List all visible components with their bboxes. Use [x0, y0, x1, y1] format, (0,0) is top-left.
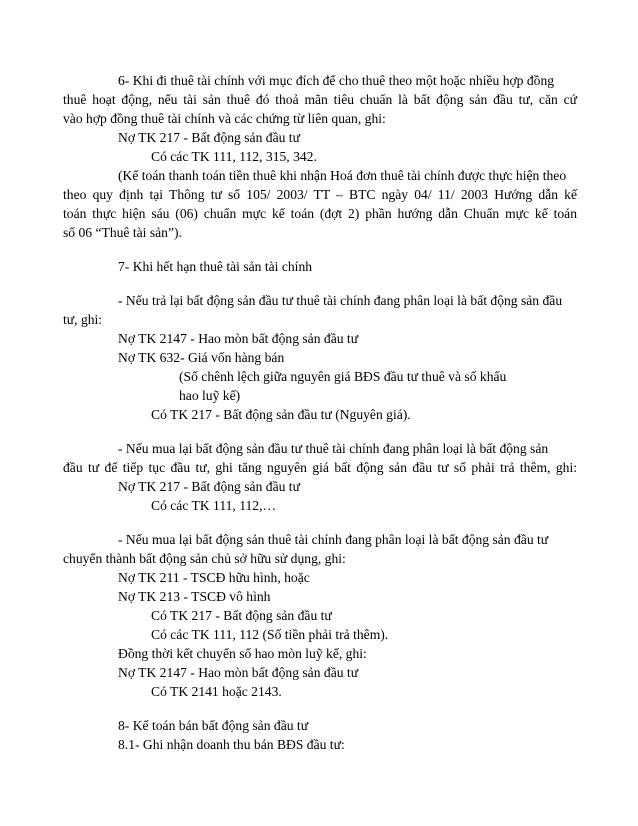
text-line: đầu tư để tiếp tục đầu tư, ghi tăng nguyên giá bất động sản đầu tư số phải trả thêm, ghi: [63, 460, 577, 475]
text-line: chuyển thành bất động sản chủ sở hữu sử dụng, ghi: [63, 551, 346, 566]
text-line: vào hợp đồng thuê tài chính và các chứng từ liên quan, ghi: [63, 111, 386, 126]
text-line: Có TK 2141 hoặc 2143. [151, 684, 282, 699]
text-line: 8.1- Ghi nhận doanh thu bán BĐS đầu tư: [118, 737, 345, 752]
text-line: hao luỹ kế) [179, 388, 241, 403]
text-line: (Kế toán thanh toán tiền thuê khi nhận Hoá đơn thuê tài chính được thực hiện theo [118, 168, 567, 183]
text-line: Đồng thời kết chuyển số hao mòn luỹ kế, ghi: [118, 646, 367, 661]
text-line: toán thực hiện sáu (06) chuẩn mực kế toán (đợt 2) phần hướng dẫn Chuẩn mực kế toán [63, 206, 577, 221]
text-line: Có các TK 111, 112 (Số tiền phải trả thêm). [151, 627, 389, 642]
text-line: số 06 “Thuê tài sản”). [63, 225, 182, 240]
text-line: Nợ TK 217 - Bất động sản đầu tư [118, 479, 300, 494]
section-heading: 8- Kế toán bán bất động sản đầu tư [118, 718, 309, 733]
text-line: (Số chênh lệch giữa nguyên giá BĐS đầu tư thuê và số khấu [179, 369, 507, 384]
text-line: 6- Khi đi thuê tài chính với mục đích để cho thuê theo một hoặc nhiều hợp đồng [118, 73, 555, 88]
text-line: thuê hoạt động, nếu tài sản thuê đó thoả mãn tiêu chuẩn là bất động sản đầu tư, căn cứ [63, 92, 577, 107]
text-line: Có TK 217 - Bất động sản đầu tư [151, 608, 332, 623]
section-heading: 7- Khi hết hạn thuê tài sản tài chính [118, 259, 313, 274]
text-line: - Nếu mua lại bất động sản thuê tài chính đang phân loại là bất động sản đầu tư [118, 532, 549, 547]
text-line: Có các TK 111, 112,… [151, 498, 277, 513]
text-line: Nợ TK 213 - TSCĐ vô hình [118, 589, 271, 604]
text-line: Có TK 217 - Bất động sản đầu tư (Nguyên giá). [151, 407, 411, 422]
text-line: - Nếu mua lại bất động sản đầu tư thuê tài chính đang phân loại là bất động sản [118, 441, 549, 456]
text-line: - Nếu trả lại bất động sản đầu tư thuê tài chính đang phân loại là bất động sản đầu [118, 293, 563, 308]
text-line: Nợ TK 211 - TSCĐ hữu hình, hoặc [118, 570, 310, 585]
text-line: Nợ TK 2147 - Hao mòn bất động sản đầu tư [118, 665, 359, 680]
text-line: tư, ghi: [63, 312, 103, 327]
text-line: Nợ TK 217 - Bất động sản đầu tư [118, 130, 300, 145]
text-line: theo quy định tại Thông tư số 105/ 2003/ TT – BTC ngày 04/ 11/ 2003 Hướng dẫn kế [63, 187, 577, 202]
text-line: Nợ TK 2147 - Hao mòn bất động sản đầu tư [118, 331, 359, 346]
text-line: Có các TK 111, 112, 315, 342. [151, 149, 317, 164]
text-line: Nợ TK 632- Giá vốn hàng bán [118, 350, 285, 365]
